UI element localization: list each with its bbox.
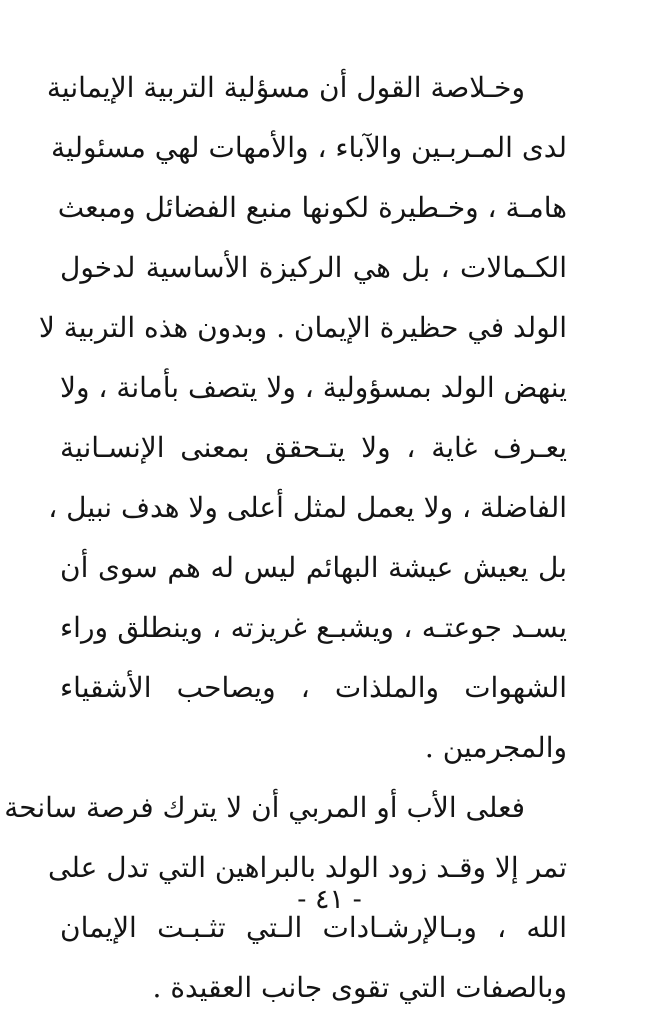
text-line: الشهوات والملذات ، ويصاحب الأشقياء — [60, 671, 567, 704]
text-line: الله ، وبـالإرشـادات الـتي تثـبـت الإيمان — [60, 911, 567, 944]
text-line: يعـرف غاية ، ولا يتـحقق بمعنى الإنسـانية — [60, 431, 567, 464]
text-line: يسـد جوعتـه ، ويشبـع غريزته ، وينطلق وراء — [60, 611, 567, 644]
text-line: وخـلاصة القول أن مسؤلية التربية الإيمانية — [46, 71, 525, 104]
text-line: تمر إلا وقـد زود الولد بالبراهين التي تدل على — [47, 851, 567, 884]
text-line: لدى المـربـين والآباء ، والأمهات لهي مسئولية — [51, 131, 567, 164]
text-line: الفاضلة ، ولا يعمل لمثل أعلى ولا هدف نبيل ، — [48, 491, 567, 524]
text-line: فعلى الأب أو المربي أن لا يترك فرصة سانحة — [4, 791, 525, 824]
text-line: الكـمالات ، بل هي الركيزة الأساسية لدخول — [60, 251, 567, 284]
text-line: هامـة ، وخـطيرة لكونها منبع الفضائل ومبعث — [57, 191, 567, 224]
text-line: ينهض الولد بمسؤولية ، ولا يتصف بأمانة ، ولا — [60, 371, 567, 404]
text-line: والمجرمين . — [424, 731, 567, 764]
text-line: وبالصفات التي تقوى جانب العقيدة . — [152, 971, 567, 1004]
body-text — [4, 58, 567, 1018]
page-number: - ٤١ - — [297, 884, 362, 915]
text-line: بل يعيش عيشة البهائم ليس له هم سوى أن — [60, 551, 567, 584]
text-line: الولد في حظيرة الإيمان . وبدون هذه التربية لا — [38, 311, 567, 344]
